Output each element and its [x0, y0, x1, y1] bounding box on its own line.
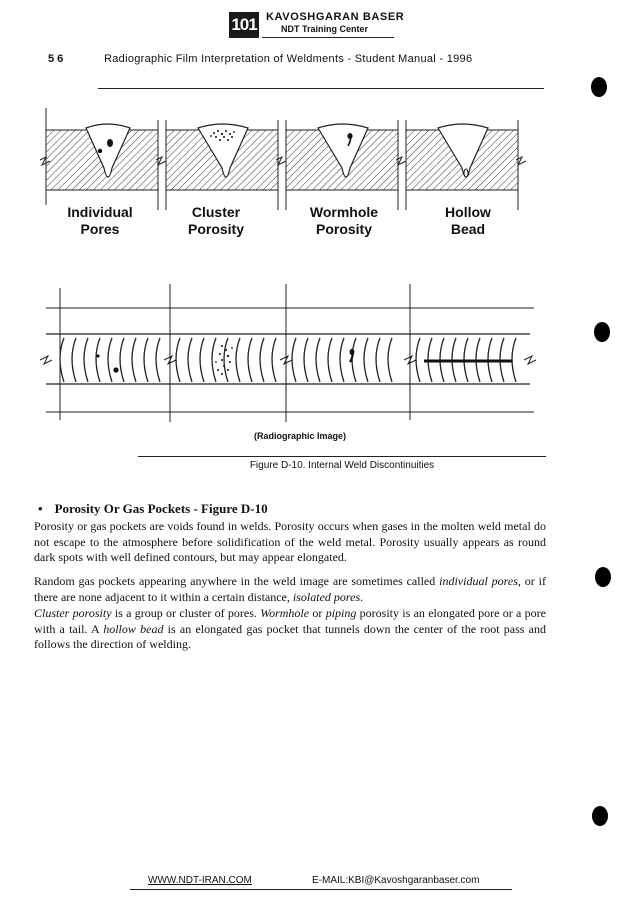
binder-hole [595, 567, 611, 587]
cross-section-panel-wormhole-porosity [286, 120, 398, 210]
binder-hole [592, 806, 608, 826]
footer-website-link[interactable]: WWW.NDT-IRAN.COM [148, 875, 252, 886]
bullet: • [38, 501, 43, 516]
logo-mark: 101 [229, 12, 259, 38]
label-cluster-porosity: Cluster Porosity [187, 204, 244, 237]
individual-pore-mark [113, 367, 118, 372]
logo-name: KAVOSHGARAN BASER [266, 11, 405, 23]
label-hollow-bead: Hollow Bead [445, 204, 491, 237]
paragraph-porosity-definition: Porosity or gas pockets are voids found in welds. Porosity occurs when gases in the molten weld metal do not escape to the atmosphere before solidification of the weld metal. Porosity usually appears as round dark spots with well defined contours, but may appear elongated. [34, 519, 546, 564]
individual-pore-mark [96, 354, 99, 357]
logo-subtitle: NDT Training Center [281, 24, 369, 34]
paragraph-cluster-wormhole-hollow: Cluster porosity is a group or cluster of pores. Wormhole or piping porosity is an elongated pore or a pore with a tail. A hollow bead is an elongated gas pocket that tunnels down the center of the root pass and follows the direction of welding. [34, 606, 547, 651]
label-wormhole-porosity: Wormhole Porosity [309, 204, 379, 237]
figure-divider [138, 456, 546, 457]
radiographic-strip [40, 284, 536, 422]
cross-section-panel-hollow-bead [406, 120, 518, 210]
cross-section-panel-cluster-porosity [166, 120, 278, 210]
figure-caption: Figure D-10. Internal Weld Discontinuities [249, 460, 435, 471]
paragraph-individual-pores: Random gas pockets appearing anywhere in the weld image are sometimes called individual pores, or if there are none adjacent to it within a certain distance, isolated pores. [34, 574, 547, 604]
running-title: Radiographic Film Interpretation of Weldments - Student Manual - 1996 [104, 53, 473, 65]
footer-divider [130, 889, 512, 890]
section-heading: • Porosity Or Gas Pockets - Figure D-10 [38, 501, 268, 516]
page-number: 5 6 [48, 53, 64, 65]
footer-email[interactable]: E-MAIL:KBI@Kavoshgaranbaser.com [312, 875, 480, 886]
radiographic-image-caption: (Radiographic Image) [253, 431, 346, 441]
cross-section-panel-individual-pores [46, 108, 158, 210]
label-individual-pores: Individual Pores [67, 204, 133, 237]
